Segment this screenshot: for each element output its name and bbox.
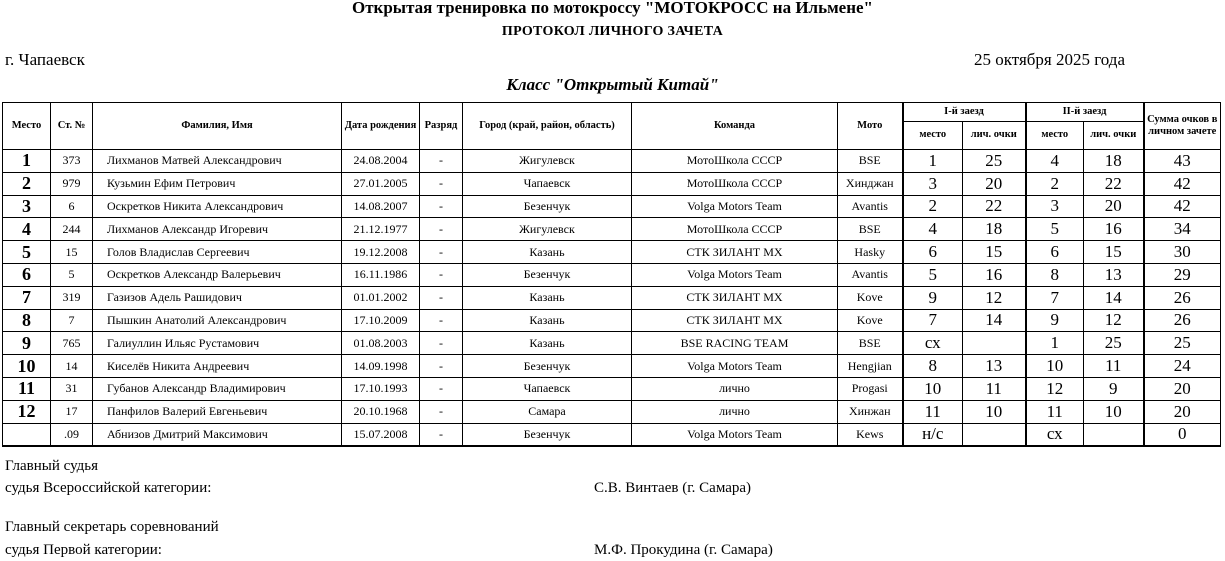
table-row bbox=[3, 332, 1221, 355]
header-race2-points: лич. очки bbox=[1084, 122, 1144, 150]
cell-total: 20 bbox=[1144, 400, 1221, 423]
results-table bbox=[2, 102, 1221, 447]
cell-birth: 16.11.1986 bbox=[342, 263, 420, 286]
cell-birth: 20.10.1968 bbox=[342, 400, 420, 423]
event-city: г. Чапаевск bbox=[5, 50, 85, 69]
cell-race1-points: 25 bbox=[963, 150, 1026, 173]
cell-rank: - bbox=[420, 195, 463, 218]
cell-race2-points: 13 bbox=[1084, 263, 1144, 286]
cell-number: 7 bbox=[51, 309, 93, 332]
cell-team: лично bbox=[632, 400, 838, 423]
cell-race2-points: 25 bbox=[1084, 332, 1144, 355]
cell-place: 11 bbox=[3, 377, 51, 400]
cell-team: BSE RACING TEAM bbox=[632, 332, 838, 355]
chief-secretary-name: М.Ф. Прокудина (г. Самара) bbox=[594, 542, 773, 558]
chief-judge-name: С.В. Винтаев (г. Самара) bbox=[594, 480, 752, 496]
cell-moto: BSE bbox=[838, 332, 903, 355]
cell-race1-points bbox=[963, 332, 1026, 355]
cell-race2-place: 2 bbox=[1026, 172, 1084, 195]
cell-race1-points: 14 bbox=[963, 309, 1026, 332]
event-date: 25 октября 2025 года bbox=[973, 50, 1125, 69]
cell-moto: Hasky bbox=[838, 241, 903, 264]
cell-place: 9 bbox=[3, 332, 51, 355]
cell-team: Volga Motors Team bbox=[632, 423, 838, 446]
cell-moto: Kove bbox=[838, 286, 903, 309]
cell-rank: - bbox=[420, 309, 463, 332]
cell-total: 24 bbox=[1144, 355, 1221, 378]
table-row bbox=[3, 400, 1221, 423]
cell-race2-place: сх bbox=[1026, 423, 1084, 446]
cell-race2-place: 6 bbox=[1026, 241, 1084, 264]
chief-secretary-category: судья Первой категории: bbox=[5, 542, 162, 558]
cell-place: 5 bbox=[3, 241, 51, 264]
cell-total: 42 bbox=[1144, 172, 1221, 195]
cell-city: Чапаевск bbox=[463, 377, 632, 400]
cell-number: 244 bbox=[51, 218, 93, 241]
cell-race1-place: 5 bbox=[903, 263, 963, 286]
header-total: Сумма очков в личном зачете bbox=[1144, 103, 1221, 150]
cell-birth: 19.12.2008 bbox=[342, 241, 420, 264]
cell-team: МотоШкола СССР bbox=[632, 218, 838, 241]
cell-city: Казань bbox=[463, 241, 632, 264]
cell-race1-place: н/с bbox=[903, 423, 963, 446]
cell-moto: Kove bbox=[838, 309, 903, 332]
cell-total: 43 bbox=[1144, 150, 1221, 173]
cell-race2-place: 1 bbox=[1026, 332, 1084, 355]
cell-moto: BSE bbox=[838, 218, 903, 241]
header-birth: Дата рождения bbox=[342, 103, 420, 150]
chief-judge-title: Главный судья bbox=[5, 458, 99, 474]
cell-birth: 15.07.2008 bbox=[342, 423, 420, 446]
cell-race1-points bbox=[963, 423, 1026, 446]
cell-rank: - bbox=[420, 332, 463, 355]
cell-place: 4 bbox=[3, 218, 51, 241]
header-race1-points: лич. очки bbox=[963, 122, 1026, 150]
cell-team: СТК ЗИЛАНТ МХ bbox=[632, 309, 838, 332]
table-row bbox=[3, 355, 1221, 378]
class-name: Класс "Открытый Китай" bbox=[506, 75, 719, 94]
cell-race2-points: 12 bbox=[1084, 309, 1144, 332]
header-race1: I-й заезд bbox=[903, 103, 1026, 122]
cell-city: Безенчук bbox=[463, 195, 632, 218]
header-race1-place: место bbox=[903, 122, 963, 150]
cell-number: 6 bbox=[51, 195, 93, 218]
cell-team: МотоШкола СССР bbox=[632, 172, 838, 195]
cell-name: Пышкин Анатолий Александрович bbox=[93, 309, 342, 332]
cell-city: Чапаевск bbox=[463, 172, 632, 195]
cell-birth: 14.08.2007 bbox=[342, 195, 420, 218]
cell-race2-points: 18 bbox=[1084, 150, 1144, 173]
cell-name: Оскретков Никита Александрович bbox=[93, 195, 342, 218]
cell-race2-place: 11 bbox=[1026, 400, 1084, 423]
cell-race1-place: 8 bbox=[903, 355, 963, 378]
cell-total: 29 bbox=[1144, 263, 1221, 286]
header-rank: Разряд bbox=[420, 103, 463, 150]
cell-number: 14 bbox=[51, 355, 93, 378]
cell-race1-points: 11 bbox=[963, 377, 1026, 400]
header-number: Ст. № bbox=[51, 103, 93, 150]
cell-team: Volga Motors Team bbox=[632, 355, 838, 378]
cell-team: лично bbox=[632, 377, 838, 400]
cell-race2-place: 10 bbox=[1026, 355, 1084, 378]
table-row bbox=[3, 195, 1221, 218]
cell-name: Кузьмин Ефим Петрович bbox=[93, 172, 342, 195]
cell-race1-place: 3 bbox=[903, 172, 963, 195]
table-row bbox=[3, 263, 1221, 286]
cell-race1-points: 22 bbox=[963, 195, 1026, 218]
cell-birth: 27.01.2005 bbox=[342, 172, 420, 195]
header-race2-place: место bbox=[1026, 122, 1084, 150]
cell-city: Жигулевск bbox=[463, 218, 632, 241]
cell-race1-points: 20 bbox=[963, 172, 1026, 195]
cell-moto: Hengjian bbox=[838, 355, 903, 378]
cell-city: Казань bbox=[463, 309, 632, 332]
header-moto: Мото bbox=[838, 103, 903, 150]
cell-number: 17 bbox=[51, 400, 93, 423]
cell-total: 0 bbox=[1144, 423, 1221, 446]
cell-race2-place: 4 bbox=[1026, 150, 1084, 173]
cell-race1-place: 11 bbox=[903, 400, 963, 423]
table-row bbox=[3, 309, 1221, 332]
table-row bbox=[3, 172, 1221, 195]
cell-race2-points: 10 bbox=[1084, 400, 1144, 423]
chief-judge-category: судья Всероссийской категории: bbox=[5, 480, 212, 496]
cell-number: 765 bbox=[51, 332, 93, 355]
table-row bbox=[3, 241, 1221, 264]
cell-moto: Avantis bbox=[838, 263, 903, 286]
cell-moto: Хинджан bbox=[838, 172, 903, 195]
cell-race2-place: 12 bbox=[1026, 377, 1084, 400]
cell-number: .09 bbox=[51, 423, 93, 446]
cell-city: Безенчук bbox=[463, 423, 632, 446]
cell-name: Губанов Александр Владимирович bbox=[93, 377, 342, 400]
cell-name: Киселёв Никита Андреевич bbox=[93, 355, 342, 378]
cell-total: 34 bbox=[1144, 218, 1221, 241]
cell-place: 2 bbox=[3, 172, 51, 195]
cell-race1-points: 12 bbox=[963, 286, 1026, 309]
cell-name: Панфилов Валерий Евгеньевич bbox=[93, 400, 342, 423]
document-title: Открытая тренировка по мотокроссу "МОТОКРОСС на Ильмене" bbox=[351, 0, 873, 17]
cell-moto: Avantis bbox=[838, 195, 903, 218]
cell-rank: - bbox=[420, 286, 463, 309]
cell-race1-place: 7 bbox=[903, 309, 963, 332]
cell-total: 20 bbox=[1144, 377, 1221, 400]
cell-race2-points: 20 bbox=[1084, 195, 1144, 218]
cell-number: 979 bbox=[51, 172, 93, 195]
cell-race2-points: 16 bbox=[1084, 218, 1144, 241]
cell-place: 6 bbox=[3, 263, 51, 286]
cell-number: 5 bbox=[51, 263, 93, 286]
cell-race1-place: 4 bbox=[903, 218, 963, 241]
cell-birth: 01.01.2002 bbox=[342, 286, 420, 309]
cell-name: Оскретков Александр Валерьевич bbox=[93, 263, 342, 286]
cell-name: Лихманов Матвей Александрович bbox=[93, 150, 342, 173]
table-row bbox=[3, 218, 1221, 241]
cell-city: Казань bbox=[463, 286, 632, 309]
header-team: Команда bbox=[632, 103, 838, 150]
cell-race1-place: 1 bbox=[903, 150, 963, 173]
cell-name: Газизов Адель Рашидович bbox=[93, 286, 342, 309]
cell-rank: - bbox=[420, 377, 463, 400]
cell-moto: Progasi bbox=[838, 377, 903, 400]
cell-team: МотоШкола СССР bbox=[632, 150, 838, 173]
cell-moto: Хинжан bbox=[838, 400, 903, 423]
cell-rank: - bbox=[420, 263, 463, 286]
cell-team: Volga Motors Team bbox=[632, 263, 838, 286]
cell-number: 373 bbox=[51, 150, 93, 173]
cell-race2-points bbox=[1084, 423, 1144, 446]
cell-race2-place: 5 bbox=[1026, 218, 1084, 241]
cell-team: Volga Motors Team bbox=[632, 195, 838, 218]
cell-race1-points: 13 bbox=[963, 355, 1026, 378]
cell-rank: - bbox=[420, 355, 463, 378]
cell-race2-place: 8 bbox=[1026, 263, 1084, 286]
cell-moto: BSE bbox=[838, 150, 903, 173]
cell-city: Безенчук bbox=[463, 263, 632, 286]
cell-birth: 14.09.1998 bbox=[342, 355, 420, 378]
cell-total: 26 bbox=[1144, 309, 1221, 332]
cell-race1-points: 10 bbox=[963, 400, 1026, 423]
cell-race1-place: 6 bbox=[903, 241, 963, 264]
chief-secretary-title: Главный секретарь соревнований bbox=[5, 519, 219, 535]
table-row bbox=[3, 423, 1221, 446]
cell-rank: - bbox=[420, 218, 463, 241]
cell-name: Галиуллин Ильяс Рустамович bbox=[93, 332, 342, 355]
cell-place: 8 bbox=[3, 309, 51, 332]
cell-city: Безенчук bbox=[463, 355, 632, 378]
cell-city: Казань bbox=[463, 332, 632, 355]
cell-race2-place: 3 bbox=[1026, 195, 1084, 218]
table-row bbox=[3, 286, 1221, 309]
cell-birth: 17.10.1993 bbox=[342, 377, 420, 400]
cell-place: 12 bbox=[3, 400, 51, 423]
table-row bbox=[3, 150, 1221, 173]
cell-rank: - bbox=[420, 172, 463, 195]
cell-rank: - bbox=[420, 423, 463, 446]
cell-total: 26 bbox=[1144, 286, 1221, 309]
cell-race1-points: 18 bbox=[963, 218, 1026, 241]
cell-birth: 17.10.2009 bbox=[342, 309, 420, 332]
cell-race1-points: 16 bbox=[963, 263, 1026, 286]
cell-place bbox=[3, 423, 51, 446]
header-place: Место bbox=[3, 103, 51, 150]
cell-race2-place: 9 bbox=[1026, 309, 1084, 332]
cell-race2-place: 7 bbox=[1026, 286, 1084, 309]
header-name: Фамилия, Имя bbox=[93, 103, 342, 150]
cell-race1-place: 10 bbox=[903, 377, 963, 400]
cell-number: 319 bbox=[51, 286, 93, 309]
cell-race2-points: 22 bbox=[1084, 172, 1144, 195]
cell-name: Лихманов Александр Игоревич bbox=[93, 218, 342, 241]
cell-total: 25 bbox=[1144, 332, 1221, 355]
cell-city: Самара bbox=[463, 400, 632, 423]
cell-name: Абнизов Дмитрий Максимович bbox=[93, 423, 342, 446]
cell-rank: - bbox=[420, 241, 463, 264]
cell-place: 7 bbox=[3, 286, 51, 309]
cell-race2-points: 11 bbox=[1084, 355, 1144, 378]
cell-birth: 24.08.2004 bbox=[342, 150, 420, 173]
cell-race2-points: 14 bbox=[1084, 286, 1144, 309]
cell-place: 10 bbox=[3, 355, 51, 378]
cell-race1-place: 2 bbox=[903, 195, 963, 218]
cell-total: 30 bbox=[1144, 241, 1221, 264]
cell-number: 15 bbox=[51, 241, 93, 264]
cell-name: Голов Владислав Сергеевич bbox=[93, 241, 342, 264]
cell-place: 1 bbox=[3, 150, 51, 173]
cell-birth: 01.08.2003 bbox=[342, 332, 420, 355]
cell-place: 3 bbox=[3, 195, 51, 218]
cell-moto: Kews bbox=[838, 423, 903, 446]
header-race2: II-й заезд bbox=[1026, 103, 1144, 122]
cell-rank: - bbox=[420, 150, 463, 173]
cell-team: СТК ЗИЛАНТ МХ bbox=[632, 286, 838, 309]
cell-team: СТК ЗИЛАНТ МХ bbox=[632, 241, 838, 264]
cell-total: 42 bbox=[1144, 195, 1221, 218]
cell-race1-place: сх bbox=[903, 332, 963, 355]
header-city: Город (край, район, область) bbox=[463, 103, 632, 150]
cell-birth: 21.12.1977 bbox=[342, 218, 420, 241]
cell-race1-points: 15 bbox=[963, 241, 1026, 264]
table-row bbox=[3, 377, 1221, 400]
cell-rank: - bbox=[420, 400, 463, 423]
cell-race1-place: 9 bbox=[903, 286, 963, 309]
cell-race2-points: 9 bbox=[1084, 377, 1144, 400]
protocol-subtitle: ПРОТОКОЛ ЛИЧНОГО ЗАЧЕТА bbox=[501, 24, 724, 39]
cell-race2-points: 15 bbox=[1084, 241, 1144, 264]
cell-city: Жигулевск bbox=[463, 150, 632, 173]
cell-number: 31 bbox=[51, 377, 93, 400]
